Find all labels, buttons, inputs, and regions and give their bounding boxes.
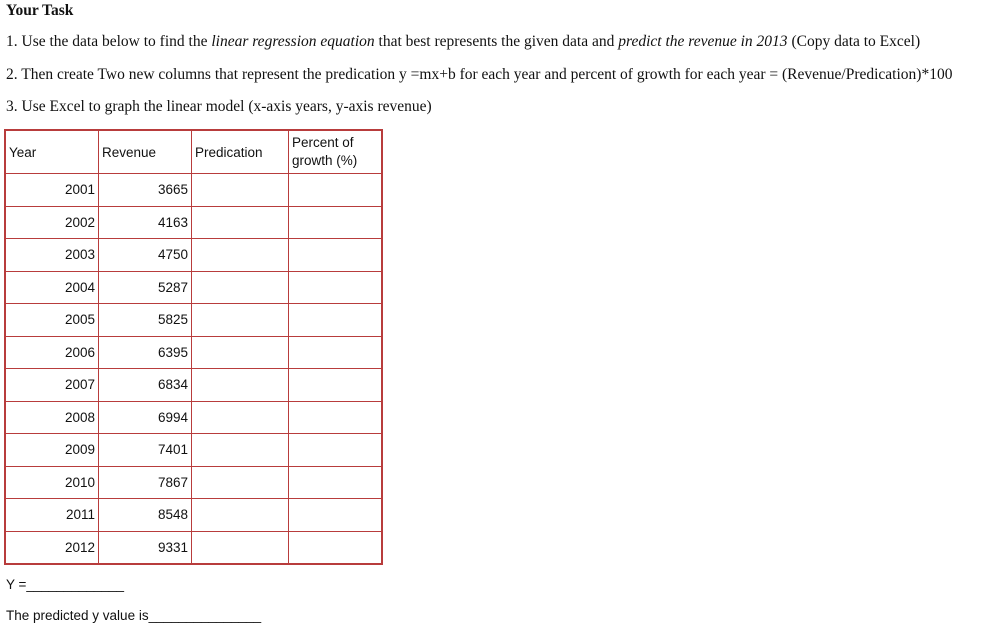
prediction-cell — [192, 466, 289, 499]
instruction-step-1 — [6, 33, 920, 51]
table-row — [5, 401, 382, 434]
instruction-step-2: 2. Then create Two new columns that represent the predication y =mx+b for each year and percent of growth for each year = (Revenue/Predication)*100 — [6, 66, 953, 83]
table-row — [5, 369, 382, 402]
table-row — [5, 531, 382, 564]
instruction-step-3: 3. Use Excel to graph the linear model (x-axis years, y-axis revenue) — [6, 98, 432, 115]
step-1-prefix: 1. Use the data below to find the — [6, 33, 212, 50]
percent-growth-cell — [289, 466, 383, 499]
table-row — [5, 466, 382, 499]
revenue-cell: 5287 — [99, 271, 192, 304]
year-cell: 2001 — [5, 174, 99, 207]
predicted-value-answer-line: The predicted y value is_______________ — [6, 608, 262, 623]
header-percent-line-1: Percent of — [292, 135, 354, 150]
percent-growth-cell — [289, 271, 383, 304]
table-header-row — [5, 130, 382, 174]
header-prediction: Predication — [192, 130, 289, 174]
revenue-cell: 5825 — [99, 304, 192, 337]
header-percent-growth — [289, 130, 383, 174]
year-cell: 2012 — [5, 531, 99, 564]
year-cell: 2010 — [5, 466, 99, 499]
revenue-cell: 8548 — [99, 499, 192, 532]
task-heading: Your Task — [6, 2, 74, 19]
revenue-cell: 9331 — [99, 531, 192, 564]
table-row — [5, 239, 382, 272]
table-row — [5, 206, 382, 239]
prediction-cell — [192, 369, 289, 402]
revenue-cell: 7401 — [99, 434, 192, 467]
equation-answer-line: Y =_____________ — [6, 577, 124, 592]
table-row — [5, 304, 382, 337]
header-revenue: Revenue — [99, 130, 192, 174]
prediction-cell — [192, 174, 289, 207]
year-cell: 2006 — [5, 336, 99, 369]
year-cell: 2005 — [5, 304, 99, 337]
step-1-emphasis-predict: predict the revenue in 2013 — [618, 33, 788, 50]
revenue-cell: 7867 — [99, 466, 192, 499]
table-row — [5, 174, 382, 207]
year-cell: 2004 — [5, 271, 99, 304]
step-1-emphasis-regression: linear regression equation — [211, 33, 375, 50]
prediction-cell — [192, 239, 289, 272]
prediction-cell — [192, 206, 289, 239]
prediction-cell — [192, 531, 289, 564]
year-cell: 2007 — [5, 369, 99, 402]
table-row — [5, 271, 382, 304]
header-percent-line-2: growth (%) — [292, 153, 358, 168]
step-1-middle: that best represents the given data and — [374, 33, 619, 50]
year-cell: 2002 — [5, 206, 99, 239]
prediction-cell — [192, 271, 289, 304]
revenue-cell: 6994 — [99, 401, 192, 434]
year-cell: 2003 — [5, 239, 99, 272]
percent-growth-cell — [289, 336, 383, 369]
revenue-cell: 4163 — [99, 206, 192, 239]
revenue-cell: 3665 — [99, 174, 192, 207]
percent-growth-cell — [289, 434, 383, 467]
prediction-cell — [192, 336, 289, 369]
revenue-cell: 6834 — [99, 369, 192, 402]
year-cell: 2008 — [5, 401, 99, 434]
prediction-cell — [192, 434, 289, 467]
prediction-cell — [192, 499, 289, 532]
percent-growth-cell — [289, 239, 383, 272]
percent-growth-cell — [289, 369, 383, 402]
year-cell: 2009 — [5, 434, 99, 467]
percent-growth-cell — [289, 499, 383, 532]
percent-growth-cell — [289, 304, 383, 337]
revenue-table — [4, 129, 383, 565]
table-row — [5, 434, 382, 467]
table-body — [5, 174, 382, 565]
revenue-cell: 4750 — [99, 239, 192, 272]
revenue-cell: 6395 — [99, 336, 192, 369]
percent-growth-cell — [289, 531, 383, 564]
percent-growth-cell — [289, 206, 383, 239]
header-year: Year — [5, 130, 99, 174]
year-cell: 2011 — [5, 499, 99, 532]
step-1-suffix: (Copy data to Excel) — [787, 33, 921, 50]
prediction-cell — [192, 304, 289, 337]
prediction-cell — [192, 401, 289, 434]
table-row — [5, 336, 382, 369]
percent-growth-cell — [289, 174, 383, 207]
table-row — [5, 499, 382, 532]
percent-growth-cell — [289, 401, 383, 434]
